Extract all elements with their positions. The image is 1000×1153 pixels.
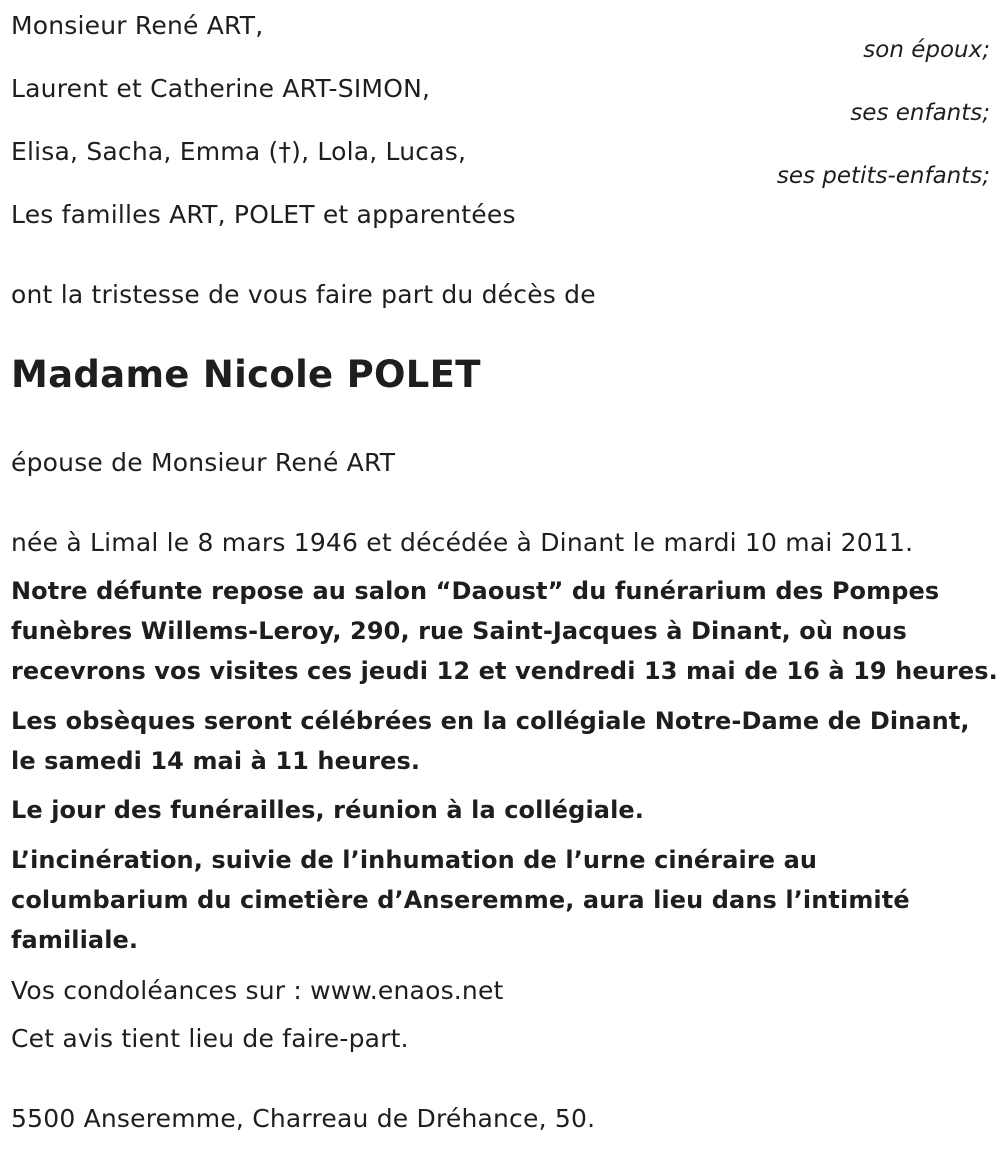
extended-families: Les familles ART, POLET et apparentées	[11, 200, 516, 229]
visitation-line: recevrons vos visites ces jeudi 12 et vendredi 13 mai de 16 à 19 heures.	[11, 657, 998, 685]
meeting-line: Le jour des funérailles, réunion à la collégiale.	[11, 796, 644, 824]
cremation-line: L’incinération, suivie de l’inhumation de l’urne cinéraire au	[11, 846, 818, 874]
birth-death-dates: née à Limal le 8 mars 1946 et décédée à Dinant le mardi 10 mai 2011.	[11, 528, 914, 557]
cremation-line: familiale.	[11, 926, 139, 954]
visitation-line: funèbres Willems-Leroy, 290, rue Saint-Jacques à Dinant, où nous	[11, 617, 907, 645]
grandchildren-names: Elisa, Sacha, Emma (†), Lola, Lucas,	[11, 137, 467, 166]
cremation-paragraph	[11, 840, 996, 960]
cremation-line: columbarium du cimetière d’Anseremme, aura lieu dans l’intimité	[11, 886, 910, 914]
meeting-paragraph	[11, 790, 996, 830]
condolences-link-text: Vos condoléances sur : www.enaos.net	[11, 976, 504, 1005]
deceased-name: Madame Nicole POLET	[11, 353, 481, 396]
funeral-line: le samedi 14 mai à 11 heures.	[11, 747, 421, 775]
notice-text: Cet avis tient lieu de faire-part.	[11, 1024, 409, 1053]
funeral-paragraph	[11, 701, 996, 781]
grandchildren-role: ses petits-enfants;	[776, 163, 990, 189]
address-text: 5500 Anseremme, Charreau de Dréhance, 50.	[11, 1104, 596, 1133]
children-names: Laurent et Catherine ART-SIMON,	[11, 74, 431, 103]
visitation-paragraph	[11, 571, 996, 691]
husband-role: son époux;	[863, 37, 990, 63]
children-role: ses enfants;	[850, 100, 990, 126]
announcement-text: ont la tristesse de vous faire part du décès de	[11, 280, 596, 309]
husband-name: Monsieur René ART,	[11, 11, 264, 40]
funeral-line: Les obsèques seront célébrées en la collégiale Notre-Dame de Dinant,	[11, 707, 970, 735]
spouse-line: épouse de Monsieur René ART	[11, 448, 396, 477]
visitation-line: Notre défunte repose au salon “Daoust” du funérarium des Pompes	[11, 577, 940, 605]
